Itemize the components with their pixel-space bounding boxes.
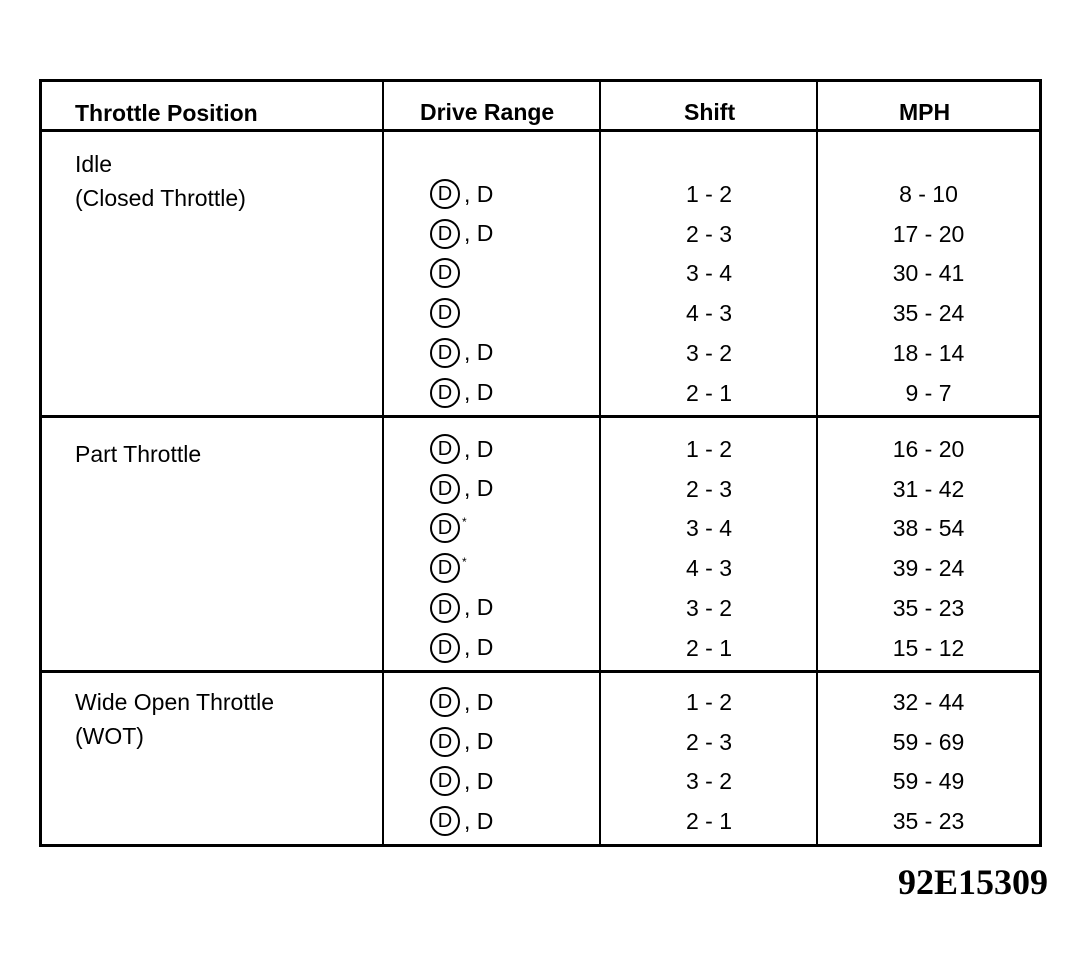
drive-range-cell: [430, 631, 493, 665]
shift-cell: 2 - 3: [685, 728, 733, 755]
mph-cell: 35 - 23: [892, 808, 965, 835]
header-divider: [42, 129, 1039, 132]
throttle-position-label: Wide Open Throttle: [75, 689, 275, 715]
shift-cell: 4 - 3: [685, 555, 733, 582]
drive-range-suffix: , D: [464, 475, 494, 502]
mph-cell: 35 - 23: [892, 594, 965, 621]
asterisk-note: *: [462, 515, 467, 530]
circled-d-icon: D: [430, 258, 460, 288]
drive-range-suffix: , D: [464, 220, 494, 247]
shift-cell: 4 - 3: [685, 300, 733, 327]
drive-range-cell: [430, 764, 493, 798]
mph-cell: 8 - 10: [899, 181, 958, 207]
table-row: [42, 685, 1039, 719]
table-row: [42, 296, 1039, 330]
circled-d-icon: D: [430, 474, 460, 504]
drive-range-suffix: , D: [464, 807, 494, 834]
circled-d-icon: D: [430, 593, 460, 623]
shift-cell: 3 - 4: [685, 260, 733, 287]
drive-range-suffix: , D: [464, 594, 494, 621]
circled-d-icon: D: [430, 219, 460, 249]
section-divider: [42, 670, 1039, 673]
drive-range-suffix: , D: [464, 339, 494, 366]
section-divider: [42, 415, 1039, 418]
drive-range-cell: [430, 804, 493, 838]
mph-cell: 9 - 7: [905, 379, 952, 406]
shift-cell: 1 - 2: [685, 436, 733, 462]
shift-cell: 2 - 3: [685, 220, 733, 247]
asterisk-note: *: [462, 555, 467, 570]
drive-range-cell: [430, 217, 493, 251]
drive-range-cell: [430, 591, 493, 625]
circled-d-icon: D: [430, 298, 460, 328]
mph-cell: 31 - 42: [892, 475, 965, 502]
drive-range-cell: [430, 551, 467, 585]
mph-cell: 16 - 20: [892, 436, 965, 462]
table-row: [42, 177, 1039, 211]
throttle-position-label: (WOT): [75, 723, 144, 749]
table-row: [42, 511, 1039, 545]
mph-cell: 30 - 41: [892, 260, 965, 287]
shift-cell: 2 - 3: [685, 475, 733, 502]
header-mph: MPH: [899, 99, 951, 125]
shift-cell: 3 - 2: [685, 339, 733, 366]
circled-d-icon: D: [430, 766, 460, 796]
mph-cell: 18 - 14: [892, 339, 965, 366]
circled-d-icon: D: [430, 513, 460, 543]
figure-id: 92E15309: [897, 862, 1048, 902]
throttle-position-label: (Closed Throttle): [75, 185, 246, 211]
table-row: [42, 472, 1039, 506]
drive-range-cell: [430, 432, 493, 466]
shift-cell: 1 - 2: [685, 181, 733, 207]
table-row: [42, 336, 1039, 370]
table-row: [42, 725, 1039, 759]
circled-d-icon: D: [430, 338, 460, 368]
shift-cell: 3 - 4: [685, 515, 733, 542]
circled-d-icon: D: [430, 434, 460, 464]
shift-cell: 2 - 1: [685, 808, 733, 835]
shift-cell: 1 - 2: [685, 689, 733, 715]
circled-d-icon: D: [430, 727, 460, 757]
drive-range-suffix: , D: [464, 767, 494, 794]
header-shift: Shift: [684, 99, 736, 125]
drive-range-suffix: , D: [464, 728, 494, 755]
drive-range-cell: [430, 177, 493, 211]
drive-range-suffix: , D: [464, 435, 494, 462]
table-row: [42, 217, 1039, 251]
shift-speed-table: [39, 79, 1042, 847]
table-row: [42, 804, 1039, 838]
drive-range-cell: [430, 296, 460, 330]
table-row: [42, 432, 1039, 466]
mph-cell: 38 - 54: [892, 515, 965, 542]
table-row: [42, 591, 1039, 625]
circled-d-icon: D: [430, 553, 460, 583]
drive-range-suffix: , D: [464, 180, 494, 207]
drive-range-suffix: , D: [464, 634, 494, 660]
header-drive-range: Drive Range: [420, 99, 555, 125]
drive-range-suffix: , D: [464, 379, 494, 405]
circled-d-icon: D: [430, 687, 460, 717]
table-row: [42, 256, 1039, 290]
circled-d-icon: D: [430, 179, 460, 209]
shift-cell: 2 - 1: [685, 379, 733, 406]
drive-range-cell: [430, 725, 493, 759]
drive-range-cell: [430, 511, 467, 545]
shift-cell: 3 - 2: [685, 768, 733, 795]
throttle-position-label: Idle: [75, 151, 113, 177]
table-row: [42, 376, 1039, 410]
circled-d-icon: D: [430, 633, 460, 663]
shift-cell: 2 - 1: [685, 634, 733, 661]
drive-range-cell: [430, 472, 493, 506]
header-throttle-position: Throttle Position: [75, 100, 258, 126]
mph-cell: 39 - 24: [892, 555, 965, 582]
throttle-position-label: Part Throttle: [75, 441, 202, 467]
drive-range-cell: [430, 685, 493, 719]
mph-cell: 35 - 24: [892, 300, 965, 327]
mph-cell: 32 - 44: [892, 689, 965, 715]
mph-cell: 17 - 20: [892, 220, 965, 247]
drive-range-cell: [430, 376, 493, 410]
mph-cell: 59 - 69: [892, 728, 965, 755]
mph-cell: 15 - 12: [892, 634, 965, 661]
circled-d-icon: D: [430, 378, 460, 408]
drive-range-cell: [430, 256, 460, 290]
drive-range-cell: [430, 336, 493, 370]
table-row: [42, 631, 1039, 665]
drive-range-suffix: , D: [464, 688, 494, 715]
circled-d-icon: D: [430, 806, 460, 836]
shift-cell: 3 - 2: [685, 594, 733, 621]
mph-cell: 59 - 49: [892, 768, 965, 795]
table-row: [42, 764, 1039, 798]
table-row: [42, 551, 1039, 585]
